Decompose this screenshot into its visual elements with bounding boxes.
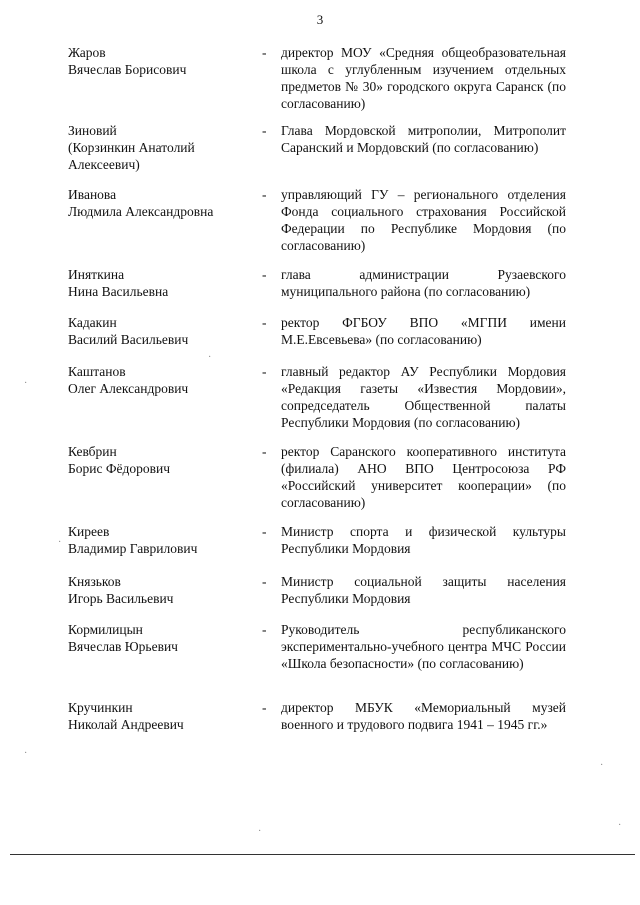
member-surname: Иванова bbox=[68, 187, 117, 202]
footer-rule bbox=[10, 854, 635, 855]
separator-dash: - bbox=[262, 574, 267, 589]
member-role: директор МБУК «Мемориальный музей военного и трудового подвига 1941 – 1945 гг.» bbox=[281, 700, 566, 732]
member-given-name: Нина Васильевна bbox=[68, 284, 169, 299]
member-name bbox=[68, 44, 248, 78]
member-given-name: Игорь Васильевич bbox=[68, 591, 174, 606]
separator-dash: - bbox=[262, 315, 267, 330]
member-name bbox=[68, 621, 248, 655]
member-name bbox=[68, 266, 248, 300]
scan-speck: · bbox=[208, 352, 212, 363]
member-name bbox=[68, 523, 248, 557]
member-surname: Иняткина bbox=[68, 267, 125, 282]
page-number: 3 bbox=[316, 12, 324, 27]
member-role: ректор Саранского кооперативного института (филиала) АНО ВПО Центросоюза РФ «Российский университет кооперации» (по согласованию) bbox=[281, 444, 566, 510]
member-given-name: Вячеслав Юрьевич bbox=[68, 639, 178, 654]
member-role: Министр социальной защиты населения Республики Мордовия bbox=[281, 574, 566, 606]
separator-dash: - bbox=[262, 524, 267, 539]
member-surname: Зиновий bbox=[68, 123, 117, 138]
separator-dash: - bbox=[262, 267, 267, 282]
member-name bbox=[68, 122, 248, 173]
member-surname: Кормилицын bbox=[68, 622, 143, 637]
member-given-name: Борис Фёдорович bbox=[68, 461, 171, 476]
scan-speck: · bbox=[24, 748, 28, 759]
member-given-name: Вячеслав Борисович bbox=[68, 62, 187, 77]
member-role: Глава Мордовской митрополии, Митрополит Саранский и Мордовский (по согласованию) bbox=[281, 123, 566, 155]
member-given-name: Людмила Александровна bbox=[68, 204, 214, 219]
separator-dash: - bbox=[262, 45, 267, 60]
member-name bbox=[68, 699, 248, 733]
member-name bbox=[68, 573, 248, 607]
member-surname: Кевбрин bbox=[68, 444, 117, 459]
member-role: директор МОУ «Средняя общеобразовательная школа с углубленным изучением отдельных предметов № 30» городского округа Саранск (по согласованию) bbox=[281, 45, 566, 111]
separator-dash: - bbox=[262, 444, 267, 459]
member-surname: Жаров bbox=[68, 45, 106, 60]
member-role: управляющий ГУ – регионального отделения Фонда социального страхования Российской Федерации по Республике Мордовия (по согласованию) bbox=[281, 187, 566, 253]
separator-dash: - bbox=[262, 123, 267, 138]
member-role: Министр спорта и физической культуры Республики Мордовия bbox=[281, 524, 566, 556]
separator-dash: - bbox=[262, 700, 267, 715]
scan-speck: · bbox=[258, 826, 262, 837]
separator-dash: - bbox=[262, 364, 267, 379]
member-surname: Кадакин bbox=[68, 315, 117, 330]
scan-speck: · bbox=[58, 537, 62, 548]
member-name bbox=[68, 443, 248, 477]
member-name bbox=[68, 186, 248, 220]
member-role: глава администрации Рузаевского муниципального района (по согласованию) bbox=[281, 267, 566, 299]
member-name bbox=[68, 363, 248, 397]
separator-dash: - bbox=[262, 622, 267, 637]
member-given-name: Владимир Гаврилович bbox=[68, 541, 198, 556]
member-given-name: (Корзинкин Анатолий bbox=[68, 140, 195, 155]
member-surname: Киреев bbox=[68, 524, 110, 539]
member-surname: Кручинкин bbox=[68, 700, 133, 715]
member-surname: Князьков bbox=[68, 574, 121, 589]
separator-dash: - bbox=[262, 187, 267, 202]
member-given-name: Николай Андреевич bbox=[68, 717, 184, 732]
scan-speck: · bbox=[24, 378, 28, 389]
member-name bbox=[68, 314, 248, 348]
scan-speck: · bbox=[618, 820, 622, 831]
member-name-extra: Алексеевич) bbox=[68, 157, 140, 172]
member-role: Руководитель республиканского экспериментально-учебного центра МЧС России «Школа безопасности» (по согласованию) bbox=[281, 622, 566, 671]
member-surname: Каштанов bbox=[68, 364, 126, 379]
member-role: главный редактор АУ Республики Мордовия «Редакция газеты «Известия Мордовии», сопредседатель Общественной палаты Республики Мордовия (по согласованию) bbox=[281, 364, 566, 430]
member-given-name: Олег Александрович bbox=[68, 381, 189, 396]
scan-speck: · bbox=[600, 760, 604, 771]
member-role: ректор ФГБОУ ВПО «МГПИ имени М.Е.Евсевьева» (по согласованию) bbox=[281, 315, 566, 347]
member-given-name: Василий Васильевич bbox=[68, 332, 189, 347]
